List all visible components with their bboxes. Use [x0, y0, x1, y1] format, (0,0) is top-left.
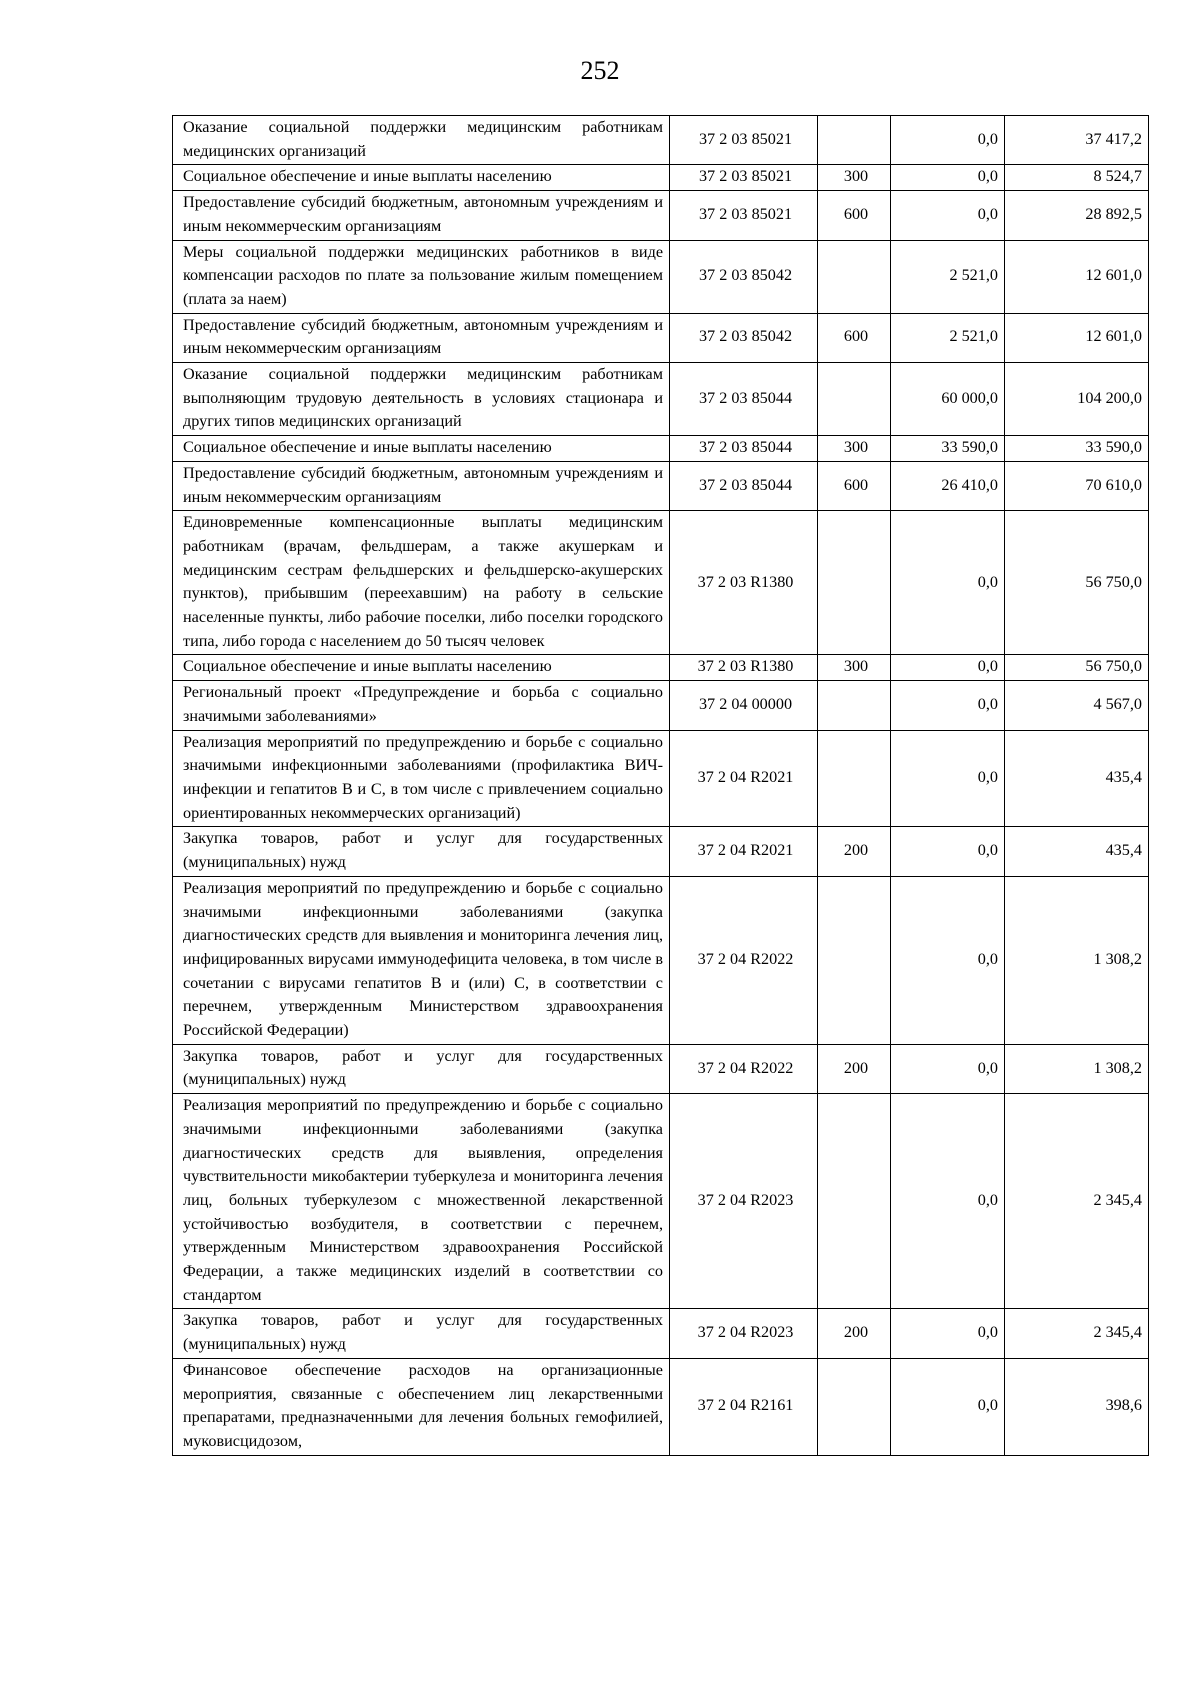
row-code-cell: 37 2 04 R2022	[670, 876, 818, 1044]
row-expense-type-cell: 200	[818, 1044, 891, 1093]
row-name-cell: Реализация мероприятий по предупреждению и борьбе с социально значимыми инфекционными заболеваниями (профилактика ВИЧ-инфекции и гепатитов B и C, в том числе с привлечением социально ориентированных некоммерческих организаций)	[173, 730, 670, 827]
row-code-cell: 37 2 04 R2021	[670, 730, 818, 827]
row-expense-type-cell: 200	[818, 1309, 891, 1358]
table-row	[173, 1309, 1149, 1358]
table-row	[173, 827, 1149, 876]
row-value-2-cell: 398,6	[1005, 1358, 1149, 1455]
row-name-cell: Реализация мероприятий по предупреждению и борьбе с социально значимыми инфекционными заболеваниями (закупка диагностических средств для выявления и мониторинга лечения лиц, инфицированных вирусами иммунодефицита человека, в том числе в сочетании с вирусами гепатитов B и (или) C, в соответствии с перечнем, утвержденным Министерством здравоохранения Российской Федерации)	[173, 876, 670, 1044]
row-name-cell: Предоставление субсидий бюджетным, автономным учреждениям и иным некоммерческим организациям	[173, 461, 670, 510]
row-name-cell: Социальное обеспечение и иные выплаты населению	[173, 436, 670, 462]
row-value-1-cell: 33 590,0	[891, 436, 1005, 462]
row-expense-type-cell	[818, 876, 891, 1044]
row-value-2-cell: 33 590,0	[1005, 436, 1149, 462]
row-code-cell: 37 2 03 85044	[670, 363, 818, 436]
table-row	[173, 240, 1149, 313]
row-name-cell: Закупка товаров, работ и услуг для государственных (муниципальных) нужд	[173, 1044, 670, 1093]
row-code-cell: 37 2 04 R2023	[670, 1309, 818, 1358]
row-expense-type-cell: 600	[818, 191, 891, 240]
row-value-2-cell: 104 200,0	[1005, 363, 1149, 436]
row-expense-type-cell	[818, 1094, 891, 1309]
row-name-cell: Оказание социальной поддержки медицинским работникам медицинских организаций	[173, 116, 670, 165]
row-value-1-cell: 0,0	[891, 511, 1005, 655]
table-row	[173, 1044, 1149, 1093]
table-row	[173, 436, 1149, 462]
row-value-1-cell: 0,0	[891, 730, 1005, 827]
row-value-2-cell: 435,4	[1005, 827, 1149, 876]
table-row	[173, 876, 1149, 1044]
row-expense-type-cell	[818, 1358, 891, 1455]
table-row	[173, 313, 1149, 362]
row-name-cell: Социальное обеспечение и иные выплаты населению	[173, 165, 670, 191]
row-expense-type-cell	[818, 363, 891, 436]
row-expense-type-cell	[818, 116, 891, 165]
row-code-cell: 37 2 03 85021	[670, 191, 818, 240]
row-value-1-cell: 0,0	[891, 681, 1005, 730]
row-expense-type-cell: 600	[818, 461, 891, 510]
row-value-2-cell: 28 892,5	[1005, 191, 1149, 240]
row-value-1-cell: 0,0	[891, 1094, 1005, 1309]
row-code-cell: 37 2 03 R1380	[670, 511, 818, 655]
row-value-1-cell: 0,0	[891, 1358, 1005, 1455]
row-value-1-cell: 0,0	[891, 655, 1005, 681]
row-name-cell: Реализация мероприятий по предупреждению и борьбе с социально значимыми инфекционными заболеваниями (закупка диагностических средств для выявления, определения чувствительности микобактерии туберкулеза и мониторинга лечения лиц, больных туберкулезом с множественной лекарственной устойчивостью возбудителя, в соответствии с перечнем, утвержденным Министерством здравоохранения Российской Федерации, а также медицинских изделий в соответствии со стандартом	[173, 1094, 670, 1309]
row-code-cell: 37 2 04 00000	[670, 681, 818, 730]
row-name-cell: Закупка товаров, работ и услуг для государственных (муниципальных) нужд	[173, 827, 670, 876]
row-expense-type-cell: 200	[818, 827, 891, 876]
row-expense-type-cell	[818, 730, 891, 827]
page-number: 252	[580, 56, 620, 85]
row-code-cell: 37 2 03 85042	[670, 313, 818, 362]
row-value-1-cell: 60 000,0	[891, 363, 1005, 436]
row-name-cell: Предоставление субсидий бюджетным, автономным учреждениям и иным некоммерческим организациям	[173, 313, 670, 362]
row-value-2-cell: 56 750,0	[1005, 511, 1149, 655]
table-row	[173, 165, 1149, 191]
row-value-1-cell: 2 521,0	[891, 313, 1005, 362]
row-code-cell: 37 2 03 85044	[670, 436, 818, 462]
table-row	[173, 681, 1149, 730]
row-value-2-cell: 37 417,2	[1005, 116, 1149, 165]
row-code-cell: 37 2 03 85042	[670, 240, 818, 313]
row-code-cell: 37 2 03 85021	[670, 116, 818, 165]
row-value-1-cell: 2 521,0	[891, 240, 1005, 313]
row-name-cell: Закупка товаров, работ и услуг для государственных (муниципальных) нужд	[173, 1309, 670, 1358]
row-name-cell: Меры социальной поддержки медицинских работников в виде компенсации расходов по плате за пользование жилым помещением (плата за наем)	[173, 240, 670, 313]
row-value-1-cell: 0,0	[891, 827, 1005, 876]
row-expense-type-cell: 300	[818, 436, 891, 462]
row-value-1-cell: 0,0	[891, 165, 1005, 191]
row-name-cell: Единовременные компенсационные выплаты медицинским работникам (врачам, фельдшерам, а также акушеркам и медицинским сестрам фельдшерских и фельдшерско-акушерских пунктов), прибывшим (переехавшим) на работу в сельские населенные пункты, либо рабочие поселки, либо поселки городского типа, либо города с населением до 50 тысяч человек	[173, 511, 670, 655]
row-code-cell: 37 2 03 85021	[670, 165, 818, 191]
table-row	[173, 461, 1149, 510]
row-expense-type-cell: 300	[818, 165, 891, 191]
row-expense-type-cell	[818, 511, 891, 655]
row-code-cell: 37 2 04 R2161	[670, 1358, 818, 1455]
table-row	[173, 511, 1149, 655]
row-expense-type-cell: 600	[818, 313, 891, 362]
table-row	[173, 730, 1149, 827]
row-code-cell: 37 2 04 R2022	[670, 1044, 818, 1093]
row-code-cell: 37 2 04 R2021	[670, 827, 818, 876]
row-value-2-cell: 1 308,2	[1005, 1044, 1149, 1093]
budget-table	[172, 115, 1149, 1456]
row-name-cell: Региональный проект «Предупреждение и борьба с социально значимыми заболеваниями»	[173, 681, 670, 730]
row-code-cell: 37 2 03 R1380	[670, 655, 818, 681]
row-value-1-cell: 0,0	[891, 1309, 1005, 1358]
row-code-cell: 37 2 03 85044	[670, 461, 818, 510]
row-value-1-cell: 0,0	[891, 1044, 1005, 1093]
row-value-2-cell: 435,4	[1005, 730, 1149, 827]
row-expense-type-cell: 300	[818, 655, 891, 681]
row-value-2-cell: 12 601,0	[1005, 313, 1149, 362]
row-value-2-cell: 4 567,0	[1005, 681, 1149, 730]
row-value-2-cell: 56 750,0	[1005, 655, 1149, 681]
table-row	[173, 116, 1149, 165]
row-name-cell: Оказание социальной поддержки медицинским работникам выполняющим трудовую деятельность в условиях стационара и других типов медицинских организаций	[173, 363, 670, 436]
row-value-1-cell: 0,0	[891, 191, 1005, 240]
budget-table-body	[173, 116, 1149, 1456]
row-value-2-cell: 70 610,0	[1005, 461, 1149, 510]
row-value-1-cell: 26 410,0	[891, 461, 1005, 510]
row-expense-type-cell	[818, 681, 891, 730]
row-expense-type-cell	[818, 240, 891, 313]
table-row	[173, 655, 1149, 681]
row-value-2-cell: 8 524,7	[1005, 165, 1149, 191]
row-name-cell: Социальное обеспечение и иные выплаты населению	[173, 655, 670, 681]
table-row	[173, 1358, 1149, 1455]
row-value-2-cell: 1 308,2	[1005, 876, 1149, 1044]
row-value-1-cell: 0,0	[891, 116, 1005, 165]
row-value-2-cell: 2 345,4	[1005, 1309, 1149, 1358]
row-name-cell: Финансовое обеспечение расходов на организационные мероприятия, связанные с обеспечением лиц лекарственными препаратами, предназначенными для лечения больных гемофилией, муковисцидозом,	[173, 1358, 670, 1455]
row-value-2-cell: 2 345,4	[1005, 1094, 1149, 1309]
row-code-cell: 37 2 04 R2023	[670, 1094, 818, 1309]
row-name-cell: Предоставление субсидий бюджетным, автономным учреждениям и иным некоммерческим организациям	[173, 191, 670, 240]
row-value-2-cell: 12 601,0	[1005, 240, 1149, 313]
row-value-1-cell: 0,0	[891, 876, 1005, 1044]
table-row	[173, 1094, 1149, 1309]
table-row	[173, 191, 1149, 240]
table-row	[173, 363, 1149, 436]
